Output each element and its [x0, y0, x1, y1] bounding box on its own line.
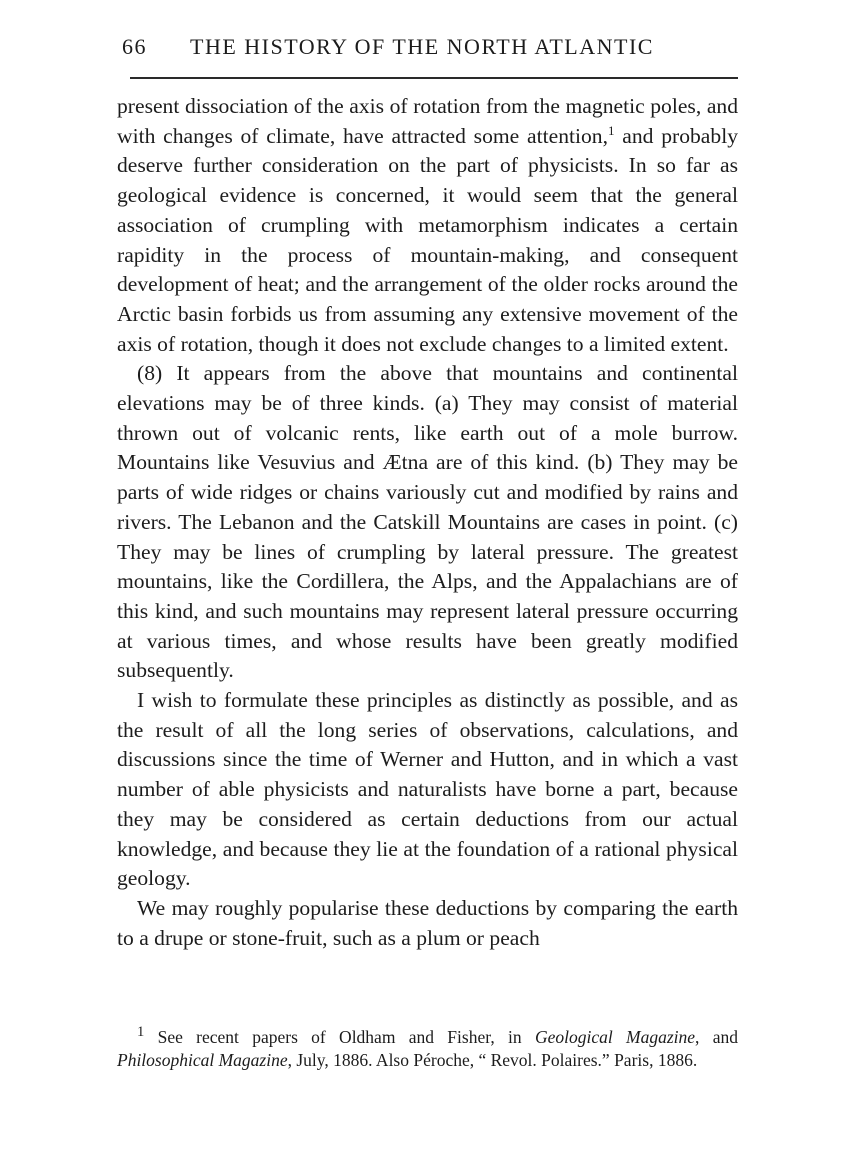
footnote-1: $^1$ See recent papers of Oldham and Fisher, in Geological Magazine, and Philosophical Magazine, July, 1886. Also Péroche, “ Revol. Polaires.” Paris, 1886.	[117, 1024, 738, 1070]
header-rule	[130, 77, 738, 79]
footnote-marker: 1	[137, 1024, 145, 1040]
footnotes	[117, 1021, 738, 1072]
running-header	[122, 34, 742, 64]
journal-title: Geological Magazine	[534, 1026, 696, 1047]
paragraph-2: (8) It appears from the above that mountains and continental elevations may be of three kinds. (a) They may consist of material thrown out of volcanic rents, like earth out of a mole burrow. Mountains like Vesuvius and Ætna are of this kind. (b) They may be parts of wide ridges or chains variously cut and modified by rains and rivers. The Lebanon and the Catskill Mountains are cases in point. (c) They may be lines of crumpling by lateral pressure. The greatest mountains, like the Cordillera, the Alps, and the Appalachians are of this kind, and such mountains may represent lateral pressure occurring at various times, and whose results have been greatly modified subsequently.	[117, 361, 738, 683]
running-title: THE HISTORY OF THE NORTH ATLANTIC	[190, 34, 654, 59]
footnote-ref: 1	[607, 122, 615, 138]
paragraph-4: We may roughly popularise these deductions by comparing the earth to a drupe or stone-fruit, such as a plum or peach	[117, 895, 738, 950]
page-number: 66	[122, 34, 147, 59]
body-text	[117, 92, 738, 953]
paragraph-1: present dissociation of the axis of rotation from the magnetic poles, and with changes of climate, have attracted some attention,$^1$ and probably deserve further consideration on the part of physicists. In so far as geological evidence is concerned, it would seem that the general association of crumpling with metamorphism indicates a certain rapidity in the process of mountain-making, and consequent development of heat; and the arrangement of the older rocks around the Arctic basin forbids us from assuming any extensive movement of the axis of rotation, though it does not exclude changes to a limited extent.	[117, 94, 738, 356]
paragraph-3: I wish to formulate these principles as distinctly as possible, and as the result of all the long series of observations, calculations, and discussions since the time of Werner and Hutton, and in which a vast number of able physicists and naturalists have borne a part, because they may be considered as certain deductions from our actual knowledge, and because they lie at the foundation of a rational physical geology.	[117, 688, 738, 891]
journal-title: Philosophical Magazine	[117, 1049, 288, 1070]
